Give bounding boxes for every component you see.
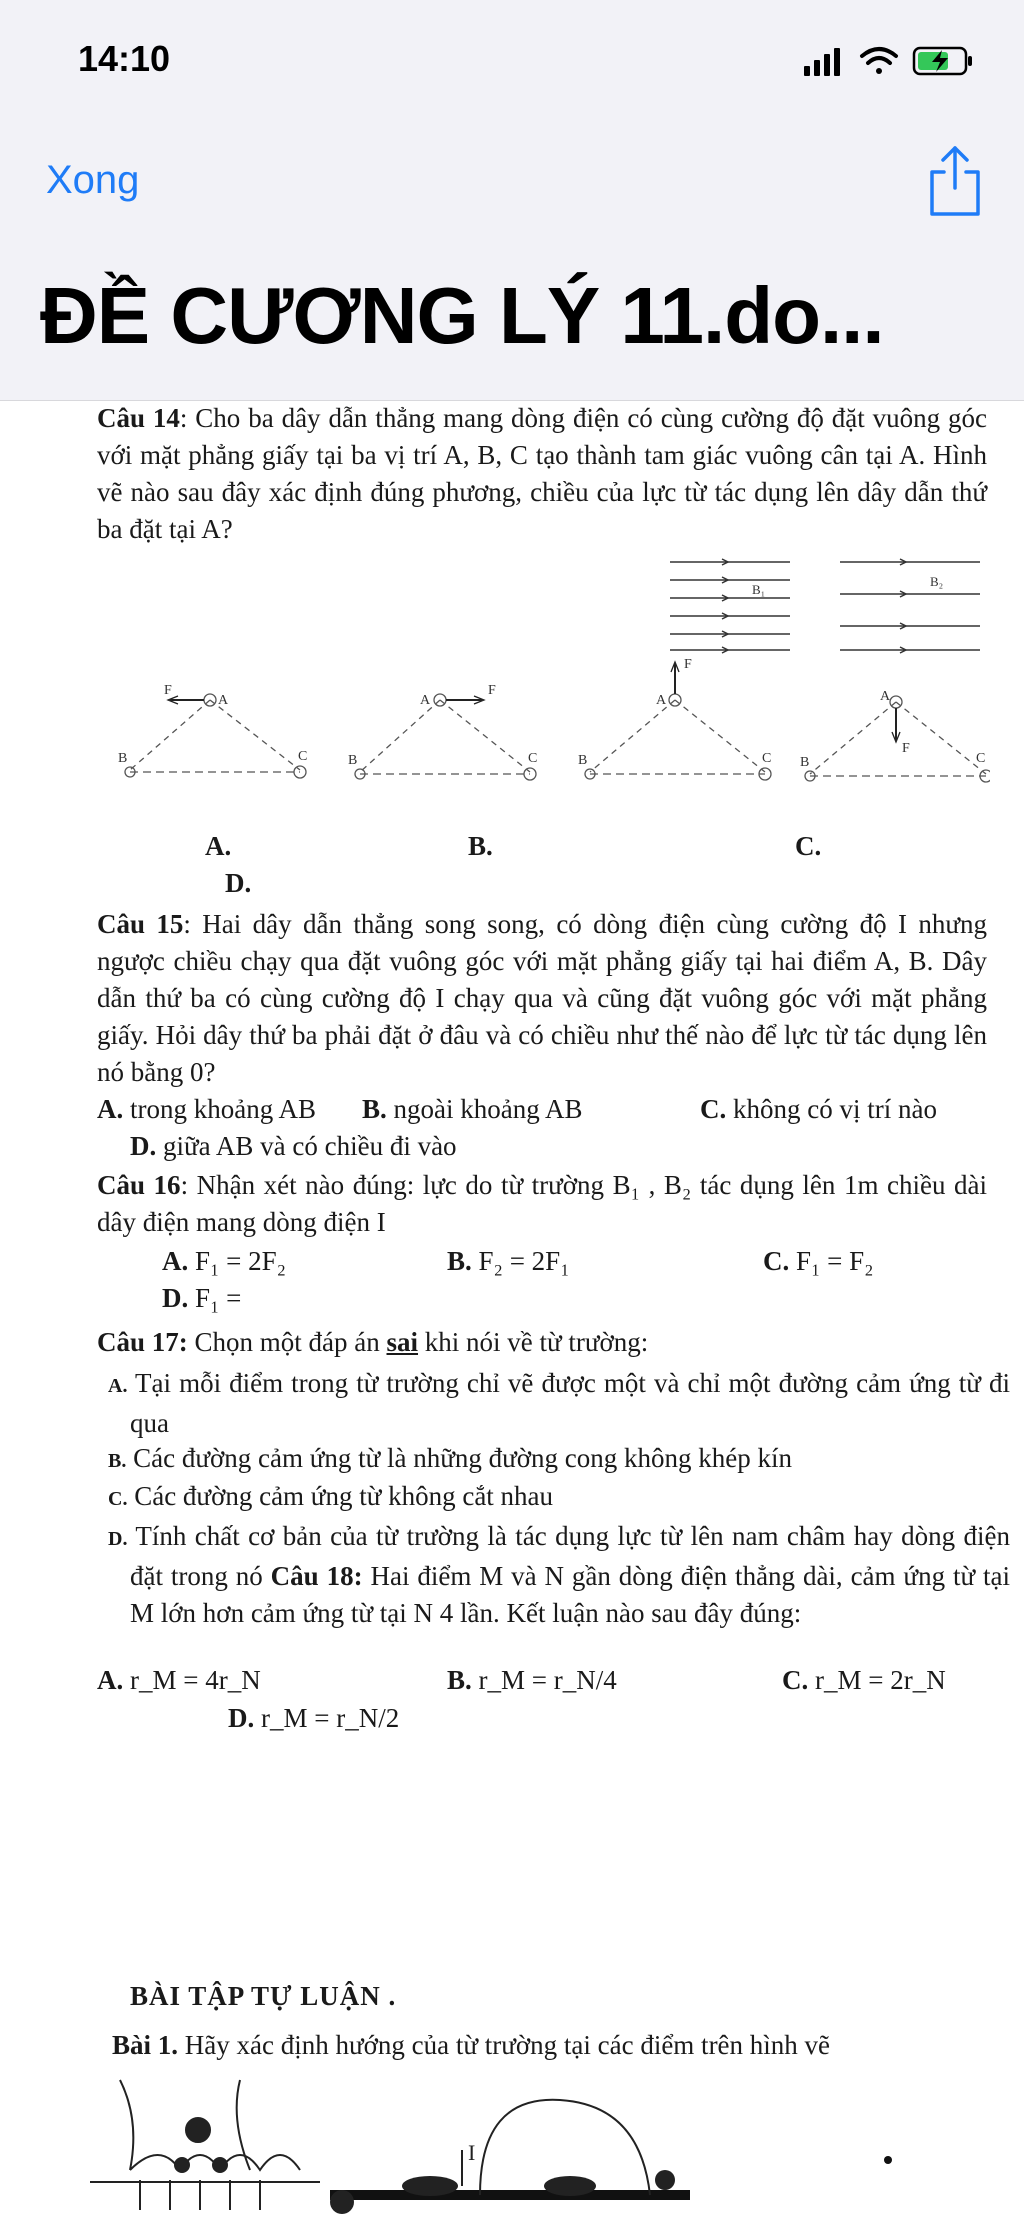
triangle-option-c (585, 662, 771, 780)
label-b2: B₂ (930, 574, 944, 589)
label-b1: B₁ (752, 582, 766, 597)
q14-text: : Cho ba dây dẫn thẳng mang dòng điện có cùng cường độ đặt vuông góc với mặt phẳng giấy tại ba vị trí A, B, C tạo thành tam giác vuông cân tại A. Hình vẽ nào sau đây xác định đúng phương, chiều của lực từ tác dụng lên dây dẫn thứ ba đặt tại A? (97, 403, 987, 544)
tri-c-label-c: C (762, 751, 772, 766)
bai1-label-i: I (468, 2140, 476, 2165)
q18-option-c: C. r_M = 2r_N (782, 1665, 946, 1695)
viewer-header (0, 0, 1024, 401)
tri-c-label-a: A (656, 693, 667, 708)
share-icon[interactable] (926, 142, 984, 218)
status-time: 14:10 (78, 38, 171, 79)
q16-option-d: D. F₁ = (162, 1283, 242, 1313)
triangle-option-d (805, 696, 990, 782)
tri-b-label-c: C (528, 751, 538, 766)
field-b1-diagram (670, 559, 790, 653)
q17-option-d: D. Tính chất cơ bản của từ trường là tác dụng lực từ lên nam châm hay dòng điện đặt trong nó Câu 18: Hai điểm M và N gần dòng điện thẳng dài, cảm ứng từ tại M lớn hơn cảm ứng từ tại N 4 lần. Kết luận nào sau đây đúng: (108, 1521, 1010, 1628)
q18-label: Câu 18: (270, 1561, 363, 1591)
q14-option-b: B. (468, 831, 493, 861)
q16-option-a: A. F₁ = 2F₂ (162, 1246, 287, 1276)
question-16 (97, 1167, 987, 1241)
wifi-icon (862, 49, 896, 74)
q18-option-b: B. r_M = r_N/4 (447, 1665, 617, 1695)
q15-text: : Hai dây dẫn thẳng song song, có dòng điện cùng cường độ I nhưng ngược chiều chạy qua đặt vuông góc với mặt phẳng giấy tại hai điểm A, B. Dây dẫn thứ ba có cùng cường độ I chạy qua và cũng đặt vuông góc với mặt phẳng giấy. Hỏi dây thứ ba phải đặt ở đâu và có chiều như thế nào để lực từ tác dụng lên nó bằng 0? (97, 909, 987, 1087)
tri-c-label-f: F (684, 657, 692, 672)
triangle-option-a (125, 694, 306, 778)
q14-option-d: D. (225, 868, 252, 898)
tri-d-label-b: B (800, 755, 810, 770)
q15-option-d: D. giữa AB và có chiều đi vào (130, 1131, 457, 1161)
q14-option-a: A. (205, 831, 232, 861)
field-b2-diagram (840, 559, 980, 653)
tri-a-label-b: B (118, 751, 128, 766)
tri-b-label-a: A (420, 693, 431, 708)
q15-option-a: A. trong khoảng AB (97, 1094, 316, 1124)
q16-option-b: B. F₂ = 2F₁ (447, 1246, 570, 1276)
done-button[interactable]: Xong (46, 158, 140, 202)
tri-a-label-a: A (218, 693, 229, 708)
question-14 (97, 400, 987, 548)
q14-option-c: C. (795, 831, 822, 861)
q18-option-d: D. r_M = r_N/2 (228, 1703, 400, 1733)
q16-label: Câu 16 (97, 1170, 181, 1200)
tri-d-label-a: A (880, 689, 891, 704)
q14-label: Câu 14 (97, 403, 180, 433)
wire-diagram (330, 2100, 892, 2214)
tri-b-label-f: F (488, 683, 496, 698)
triangle-option-b (355, 694, 536, 780)
q17-option-c: C. Các đường cảm ứng từ không cắt nhau (108, 1481, 554, 1511)
battery-charging-icon (914, 48, 972, 74)
tri-d-label-f: F (902, 741, 910, 756)
q15-option-c: C. không có vị trí nào (700, 1094, 937, 1124)
q16-option-c: C. F₁ = F₂ (763, 1246, 874, 1276)
q18-option-a: A. r_M = 4r_N (97, 1665, 261, 1695)
bai1-figure (90, 2060, 990, 2215)
coil-diagram (90, 2080, 320, 2210)
tri-c-label-b: B (578, 753, 588, 768)
tri-a-label-f: F (164, 683, 172, 698)
q15-option-b: B. ngoài khoảng AB (362, 1094, 583, 1124)
status-icons (784, 44, 984, 78)
document-title: ĐỀ CƯƠNG LÝ 11.do... (40, 271, 884, 360)
q17-label: Câu 17: (97, 1327, 188, 1357)
q17-sai: sai (386, 1327, 419, 1357)
essay-bai-1: Bài 1. Hãy xác định hướng của từ trường tại các điểm trên hình vẽ (112, 2030, 831, 2060)
q15-label: Câu 15 (97, 909, 184, 939)
signal-icon (804, 48, 840, 76)
q17-option-a: A. Tại mỗi điểm trong từ trường chỉ vẽ được một và chỉ một đường cảm ứng từ đi qua (108, 1368, 1010, 1438)
question-15 (97, 906, 987, 1091)
q14-figure (110, 550, 990, 790)
tri-a-label-c: C (298, 749, 308, 764)
question-17: Câu 17: Chọn một đáp án sai khi nói về từ trường: (97, 1327, 649, 1357)
q17-option-b: B. Các đường cảm ứng từ là những đường cong không khép kín (108, 1443, 792, 1473)
document-page (0, 400, 1024, 2217)
tri-d-label-c: C (976, 751, 986, 766)
tri-b-label-b: B (348, 753, 358, 768)
q16-text: : Nhận xét nào đúng: lực do từ trường B₁ , B₂ tác dụng lên 1m chiều dài dây điện mang dòng điện I (97, 1170, 987, 1237)
essay-heading: BÀI TẬP TỰ LUẬN . (130, 1981, 397, 2011)
q18-text: Hai điểm M và N gần dòng điện thẳng dài, cảm ứng từ tại M lớn hơn cảm ứng từ tại N 4 lần. Kết luận nào sau đây đúng: (130, 1561, 1010, 1628)
